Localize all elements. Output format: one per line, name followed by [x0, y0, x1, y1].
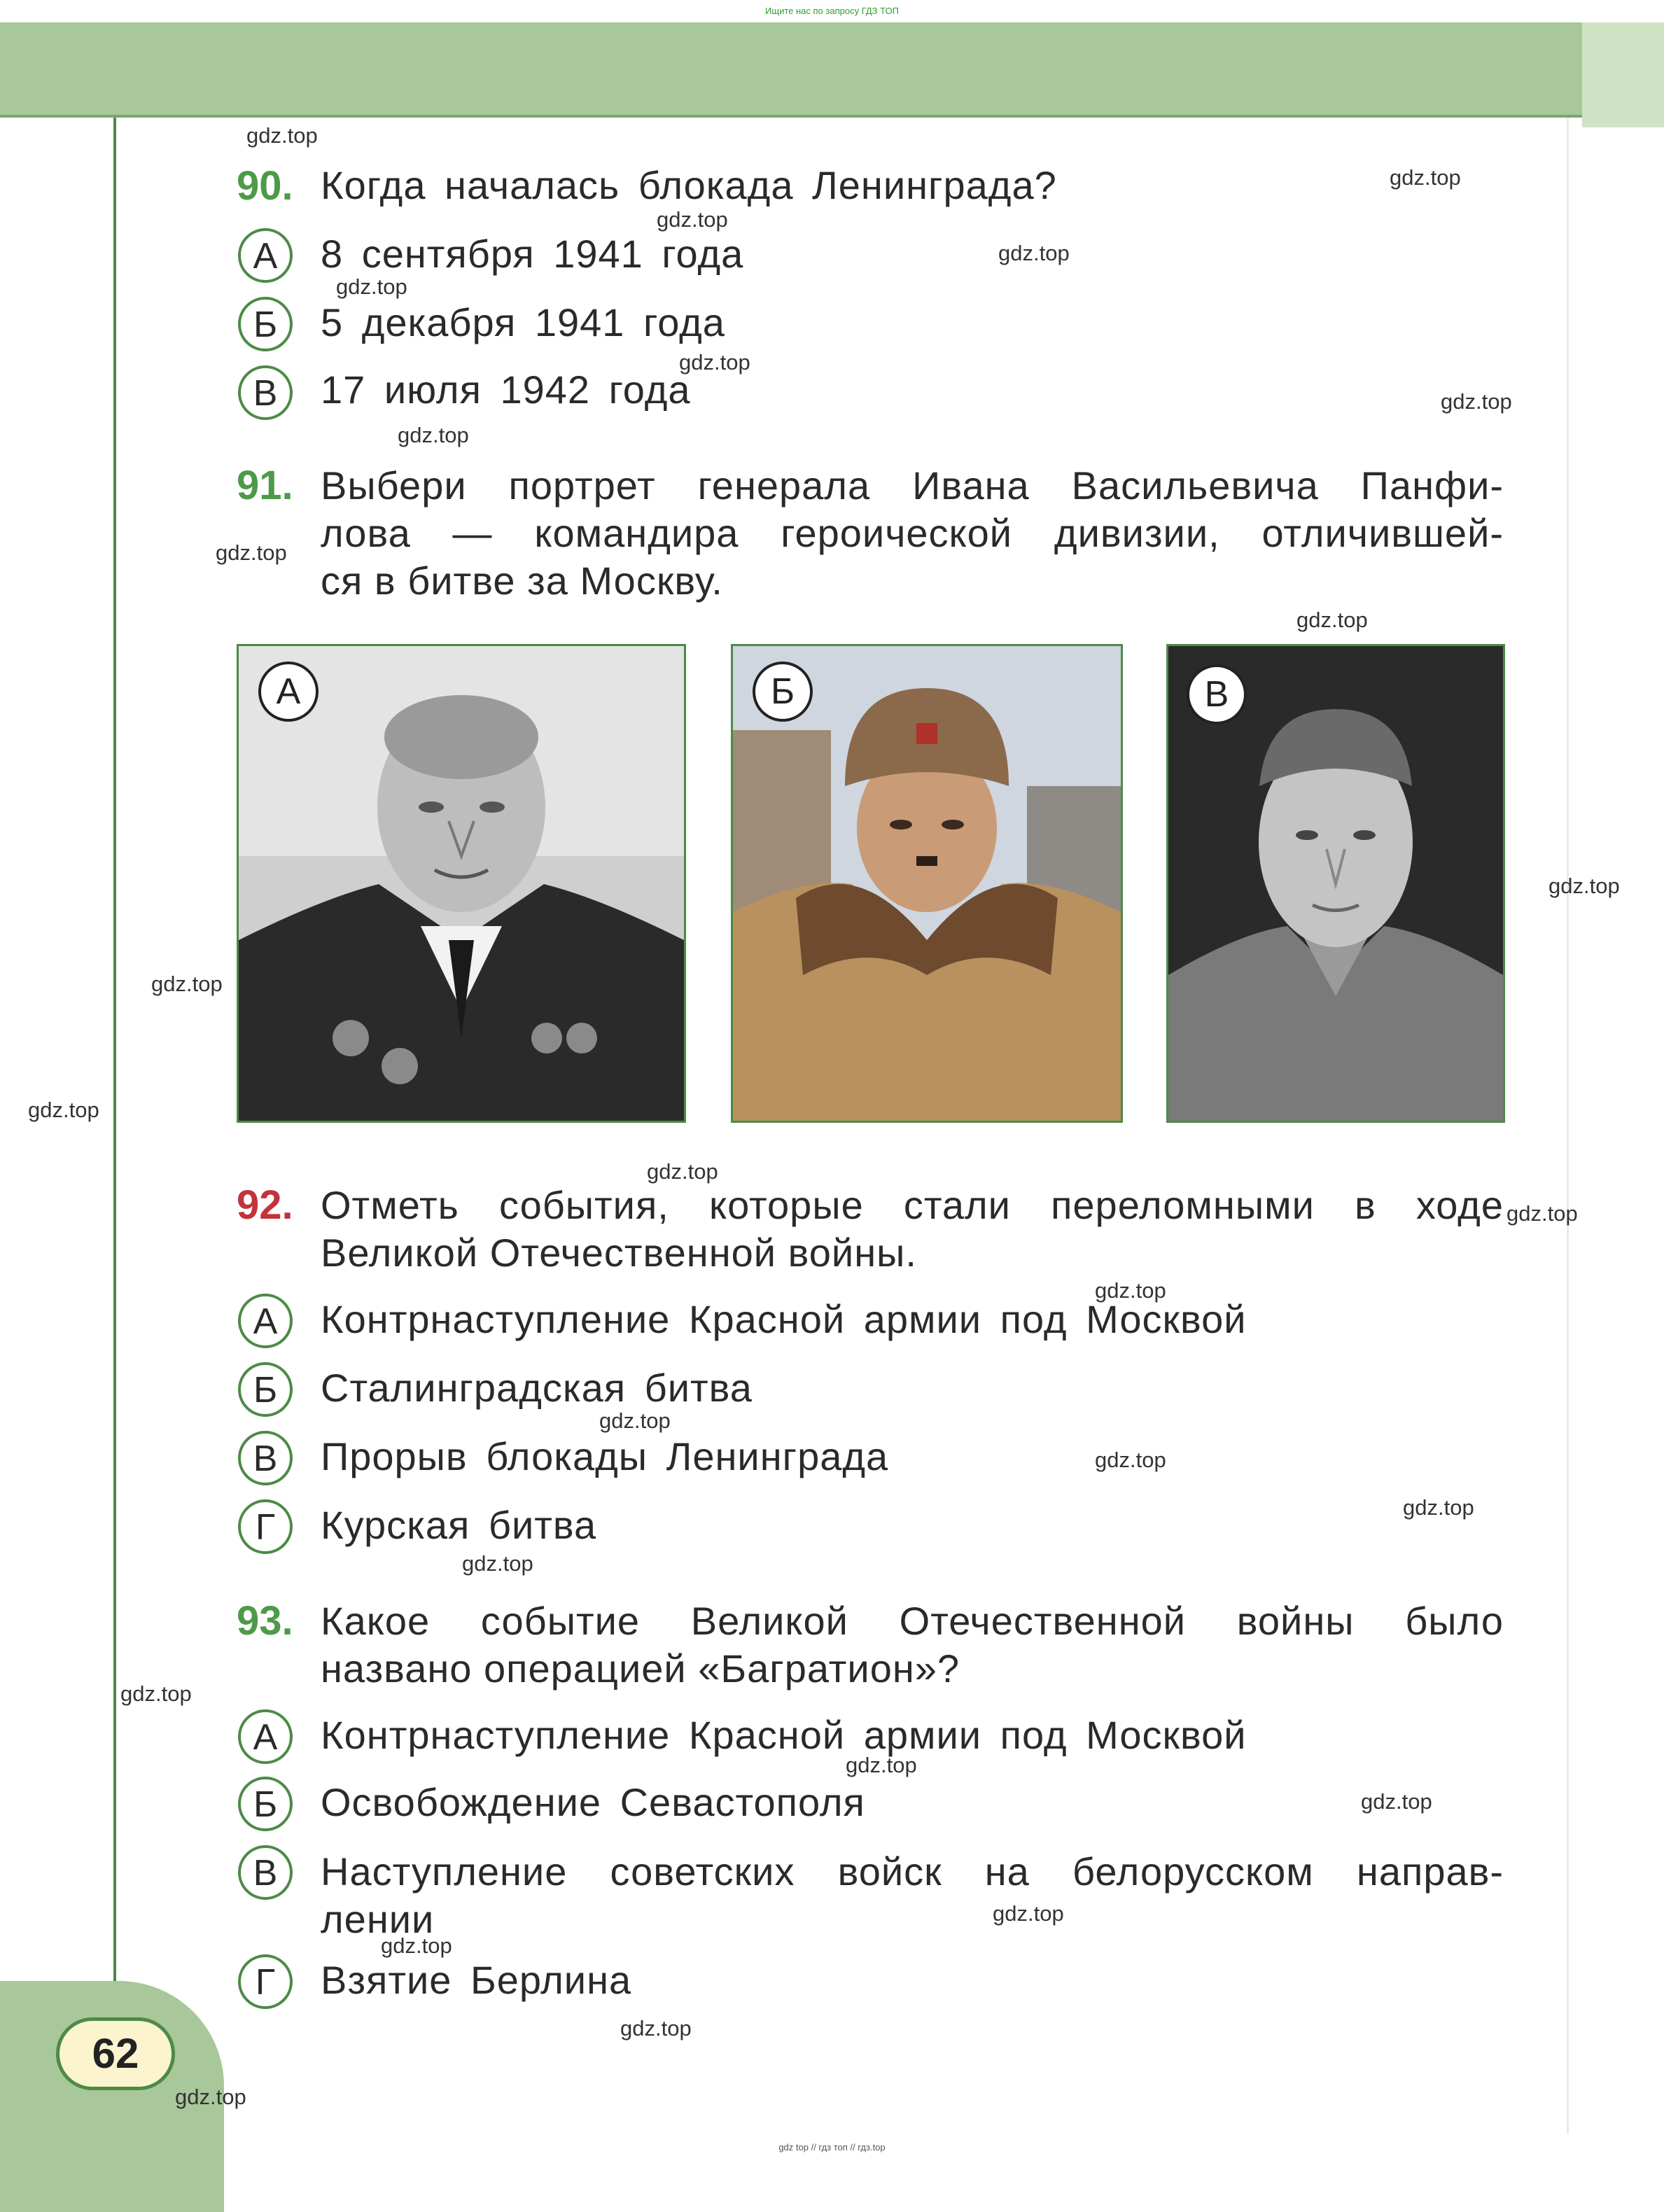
question-line: Отметь события, которые стали переломными в ходе [321, 1183, 1504, 1227]
question-line: названо операцией «Багратион»? [321, 1646, 960, 1690]
watermark: gdz.top [1403, 1495, 1474, 1520]
option-letter-circle[interactable]: Б [238, 1777, 293, 1831]
question-line: Какое событие Великой Отечественной войны было [321, 1599, 1504, 1643]
watermark: gdz.top [175, 2085, 246, 2109]
option-line: лении [321, 1897, 435, 1941]
question-line: лова — командира героической дивизии, отличившей- [321, 511, 1504, 555]
watermark: gdz.top [1095, 1278, 1166, 1303]
watermark: gdz.top [599, 1408, 671, 1433]
page-edge [1567, 118, 1569, 2134]
question-number: 91. [237, 463, 293, 508]
option-text: Освобождение Севастополя [321, 1780, 865, 1824]
watermark: gdz.top [151, 972, 223, 996]
option-letter-circle[interactable]: Б [238, 1362, 293, 1417]
option-text [321, 1848, 1504, 1943]
option-text: Курская битва [321, 1503, 597, 1547]
watermark: gdz.top [1441, 389, 1512, 414]
option-letter-circle[interactable]: А [238, 1709, 293, 1764]
question-number: 90. [237, 163, 293, 209]
question-line: Великой Отечественной войны. [321, 1231, 917, 1275]
portrait-letter: В [1187, 664, 1247, 724]
portrait-v[interactable] [1166, 644, 1505, 1123]
margin-line [113, 118, 116, 2001]
watermark: gdz.top [1506, 1201, 1578, 1226]
option-text: Контрнаступление Красной армии под Москвой [321, 1713, 1247, 1757]
bottom-note: gdz top // гдз топ // гдз.top [778, 2142, 886, 2152]
watermark: gdz.top [647, 1159, 718, 1184]
page-number: 62 [56, 2017, 175, 2090]
option-text: Прорыв блокады Ленинграда [321, 1434, 889, 1478]
question-text: Когда началась блокада Ленинграда? [321, 163, 1057, 207]
header-band [0, 22, 1582, 115]
option-letter-circle[interactable]: Г [238, 1954, 293, 2009]
watermark: gdz.top [216, 540, 287, 565]
option-text: 17 июля 1942 года [321, 368, 691, 412]
watermark: gdz.top [679, 350, 750, 374]
portrait-letter: Б [753, 662, 813, 722]
portrait-letter: А [258, 662, 319, 722]
watermark: gdz.top [381, 1933, 452, 1958]
watermark: gdz.top [336, 274, 407, 299]
question-line: Выбери портрет генерала Ивана Васильевича Панфи- [321, 463, 1504, 507]
portrait-a[interactable] [237, 644, 686, 1123]
watermark: gdz.top [846, 1753, 917, 1777]
header-divider [0, 115, 1582, 118]
option-letter-circle[interactable]: Г [238, 1499, 293, 1554]
watermark: gdz.top [657, 207, 728, 232]
watermark: gdz.top [462, 1551, 533, 1576]
watermark: gdz.top [1361, 1789, 1432, 1814]
watermark: gdz.top [1548, 874, 1620, 898]
option-text: Контрнаступление Красной армии под Москвой [321, 1297, 1247, 1341]
option-letter-circle[interactable]: В [238, 1845, 293, 1900]
option-letter-circle[interactable]: В [238, 1431, 293, 1485]
question-line: ся в битве за Москву. [321, 559, 723, 603]
question-text [321, 462, 1504, 605]
option-letter-circle[interactable]: А [238, 1294, 293, 1348]
option-line: Наступление советских войск на белорусском направ- [321, 1849, 1504, 1893]
option-text: 8 сентября 1941 года [321, 232, 744, 276]
option-text: Сталинградская битва [321, 1366, 753, 1410]
watermark: gdz.top [246, 123, 318, 148]
watermark: gdz.top [1095, 1448, 1166, 1472]
top-note: Ищите нас по запросу ГДЗ ТОП [765, 6, 899, 16]
watermark: gdz.top [398, 423, 469, 447]
option-text: 5 декабря 1941 года [321, 300, 725, 344]
question-number: 93. [237, 1598, 293, 1644]
portrait-b[interactable] [731, 644, 1123, 1123]
watermark: gdz.top [1390, 165, 1461, 190]
watermark: gdz.top [120, 1681, 192, 1706]
question-number: 92. [237, 1182, 293, 1228]
watermark: gdz.top [620, 2016, 692, 2040]
question-text [321, 1182, 1504, 1277]
option-letter-circle[interactable]: Б [238, 297, 293, 351]
portrait-a-image [239, 646, 684, 1121]
watermark: gdz.top [998, 241, 1070, 265]
option-letter-circle[interactable]: В [238, 365, 293, 420]
header-corner [1582, 22, 1664, 127]
watermark: gdz.top [1296, 608, 1368, 632]
question-text [321, 1597, 1504, 1693]
watermark: gdz.top [993, 1901, 1064, 1926]
option-letter-circle[interactable]: А [238, 228, 293, 283]
option-text: Взятие Берлина [321, 1958, 632, 2002]
watermark: gdz.top [28, 1098, 99, 1122]
